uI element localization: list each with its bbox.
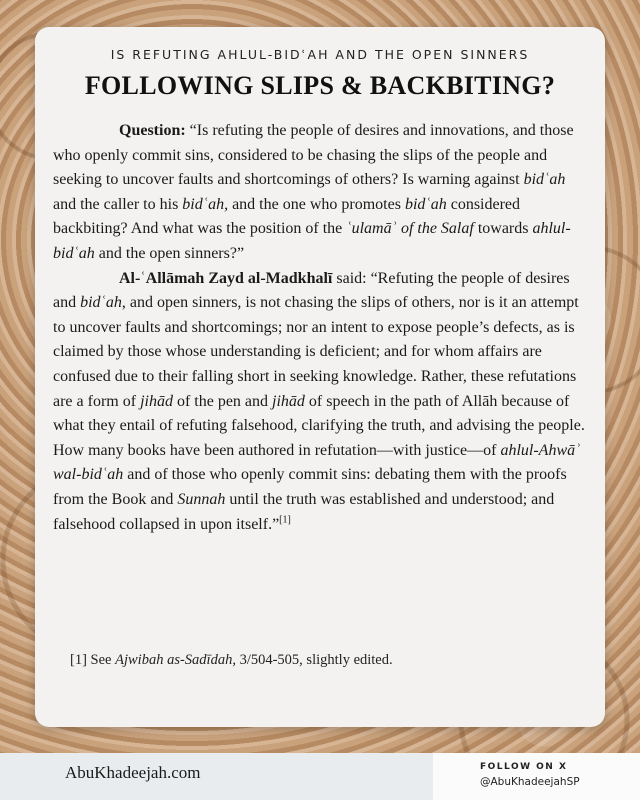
footnote-mark: [1] [70,652,87,668]
answer-italic: bidʿah [80,294,122,312]
answer-italic: jihād [272,392,305,410]
question-italic: bidʿah, [182,195,229,213]
question-paragraph [53,119,587,267]
page-title: FOLLOWING SLIPS & BACKBITING? [84,71,556,100]
question-text: towards [473,220,533,238]
footnote-text: See [86,652,116,668]
question-italic: ʿulamāʾ of the Salaf [346,220,474,238]
answer-italic: jihād [140,392,173,410]
question-italic: ahlul-bidʿah [53,220,571,262]
question-text: “Is refuting the people of desires and innovations, and those who openly commit sins, considered to be chasing the slips of the people and seeking to uncover faults and shortcomings of others? Is warning against [53,122,574,189]
question-italic: bidʿah [404,195,447,213]
answer-text: and of those who openly commit sins: debating them with the proofs from the Book and [53,466,567,508]
question-label: Question: [119,122,186,139]
question-text: considered backbiting? And what was the position of the [53,195,521,238]
footnote [70,652,393,669]
header-kicker: IS REFUTING AHLUL-BIDʿAH AND THE OPEN SINNERS [110,47,530,62]
answer-text: of the pen and [172,392,273,410]
footnote-text: 3/504-505, slightly edited. [235,652,393,668]
question-text: and the one who promotes [228,195,405,213]
answer-italic: ahlul-Ahwāʾ wal-bidʿah [53,441,581,484]
follow-label: FOLLOW ON X [480,762,568,772]
article-body [53,119,587,537]
answer-paragraph [53,267,587,538]
question-text: and the open sinners?” [94,244,245,262]
answer-text: , and open sinners, is not chasing the slips of others, nor is it an attempt to uncover faults and shortcomings; nor an intent to expose people’s defects, as is claimed by those whose understanding is deficient; and for whom affairs are confused due to their falling short in seeking knowledge. Rather, these refutations are a form of [53,294,579,410]
answer-text: said: “Refuting the people of desires and [53,269,570,312]
site-link[interactable]: AbuKhadeejah.com [65,763,201,782]
question-text: and the caller to his [53,195,183,213]
speaker-title: Al-ʿAllāmah [119,269,205,287]
answer-italic: Sunnah [177,490,226,508]
answer-text: until the truth was established and understood; and falsehood collapsed in upon itself.” [53,490,555,533]
article-card [35,27,605,727]
question-italic: bidʿah [523,171,566,189]
answer-text: of speech in the path of Allāh because of what they entail of refuting falsehood, clarifying the truth, and advising the people. How many books have been authored in refutation—with justice—of [53,392,585,459]
footnote-source: Ajwibah as-Sadīdah, [115,652,236,668]
footnote-ref: [1] [279,514,291,526]
x-handle-link[interactable]: @AbuKhadeejahSP [480,776,580,788]
speaker-name: Zayd al-Madkhalī [204,269,333,287]
